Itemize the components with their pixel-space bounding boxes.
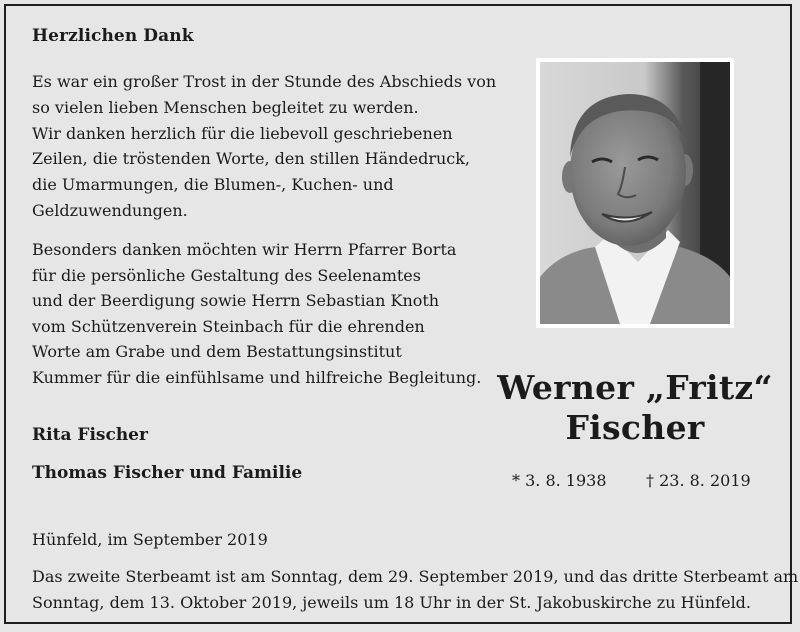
text-line: und der Beerdigung sowie Herrn Sebastian Knoth [32, 291, 440, 311]
text-line: Besonders danken möchten wir Herrn Pfarrer Borta [32, 240, 457, 259]
text-line: Kummer für die einfühlsame und hilfreiche Begleitung. [32, 367, 482, 387]
portrait-photo [536, 58, 734, 328]
text-line: für die persönliche Gestaltung des Seelenamtes [32, 265, 421, 285]
signer-name: Rita Fischer [32, 425, 148, 445]
heading: Herzlichen Dank [32, 26, 194, 46]
text-line: Worte am Grabe und dem Bestattungsinstitut [32, 342, 402, 362]
deceased-name-line1: Werner „Fritz“ [497, 368, 773, 407]
deceased-name [488, 368, 782, 448]
text-line: Geldzuwendungen. [32, 200, 188, 220]
signer-family: Thomas Fischer und Familie [32, 463, 303, 483]
special-thanks-paragraph [32, 237, 481, 391]
text-line: die Umarmungen, die Blumen-, Kuchen- und [32, 175, 394, 195]
text-line: vom Schützenverein Steinbach für die ehrenden [32, 316, 425, 336]
deceased-name-line2: Fischer [565, 408, 705, 447]
portrait-image [540, 62, 730, 324]
death-date: † 23. 8. 2019 [646, 471, 751, 490]
text-line: so vielen lieben Menschen begleitet zu werden. [32, 97, 419, 117]
text-line: Zeilen, die tröstenden Worte, den stillen Händedruck, [32, 149, 471, 169]
memorial-service-notice [32, 564, 799, 616]
text-line: Sonntag, dem 13. Oktober 2019, jeweils um 18 Uhr in der St. Jakobuskirche zu Hünfeld. [32, 593, 752, 612]
text-line: Es war ein großer Trost in der Stunde des Abschieds von [32, 72, 497, 91]
obituary-card [4, 4, 799, 624]
thanks-paragraph [32, 69, 496, 224]
text-line: Wir danken herzlich für die liebevoll geschriebenen [32, 123, 453, 143]
birth-date: * 3. 8. 1938 [512, 471, 607, 490]
place-date: Hünfeld, im September 2019 [32, 530, 268, 549]
text-line: Das zweite Sterbeamt ist am Sonntag, dem 29. September 2019, und das dritte Sterbeamt am [32, 567, 799, 586]
